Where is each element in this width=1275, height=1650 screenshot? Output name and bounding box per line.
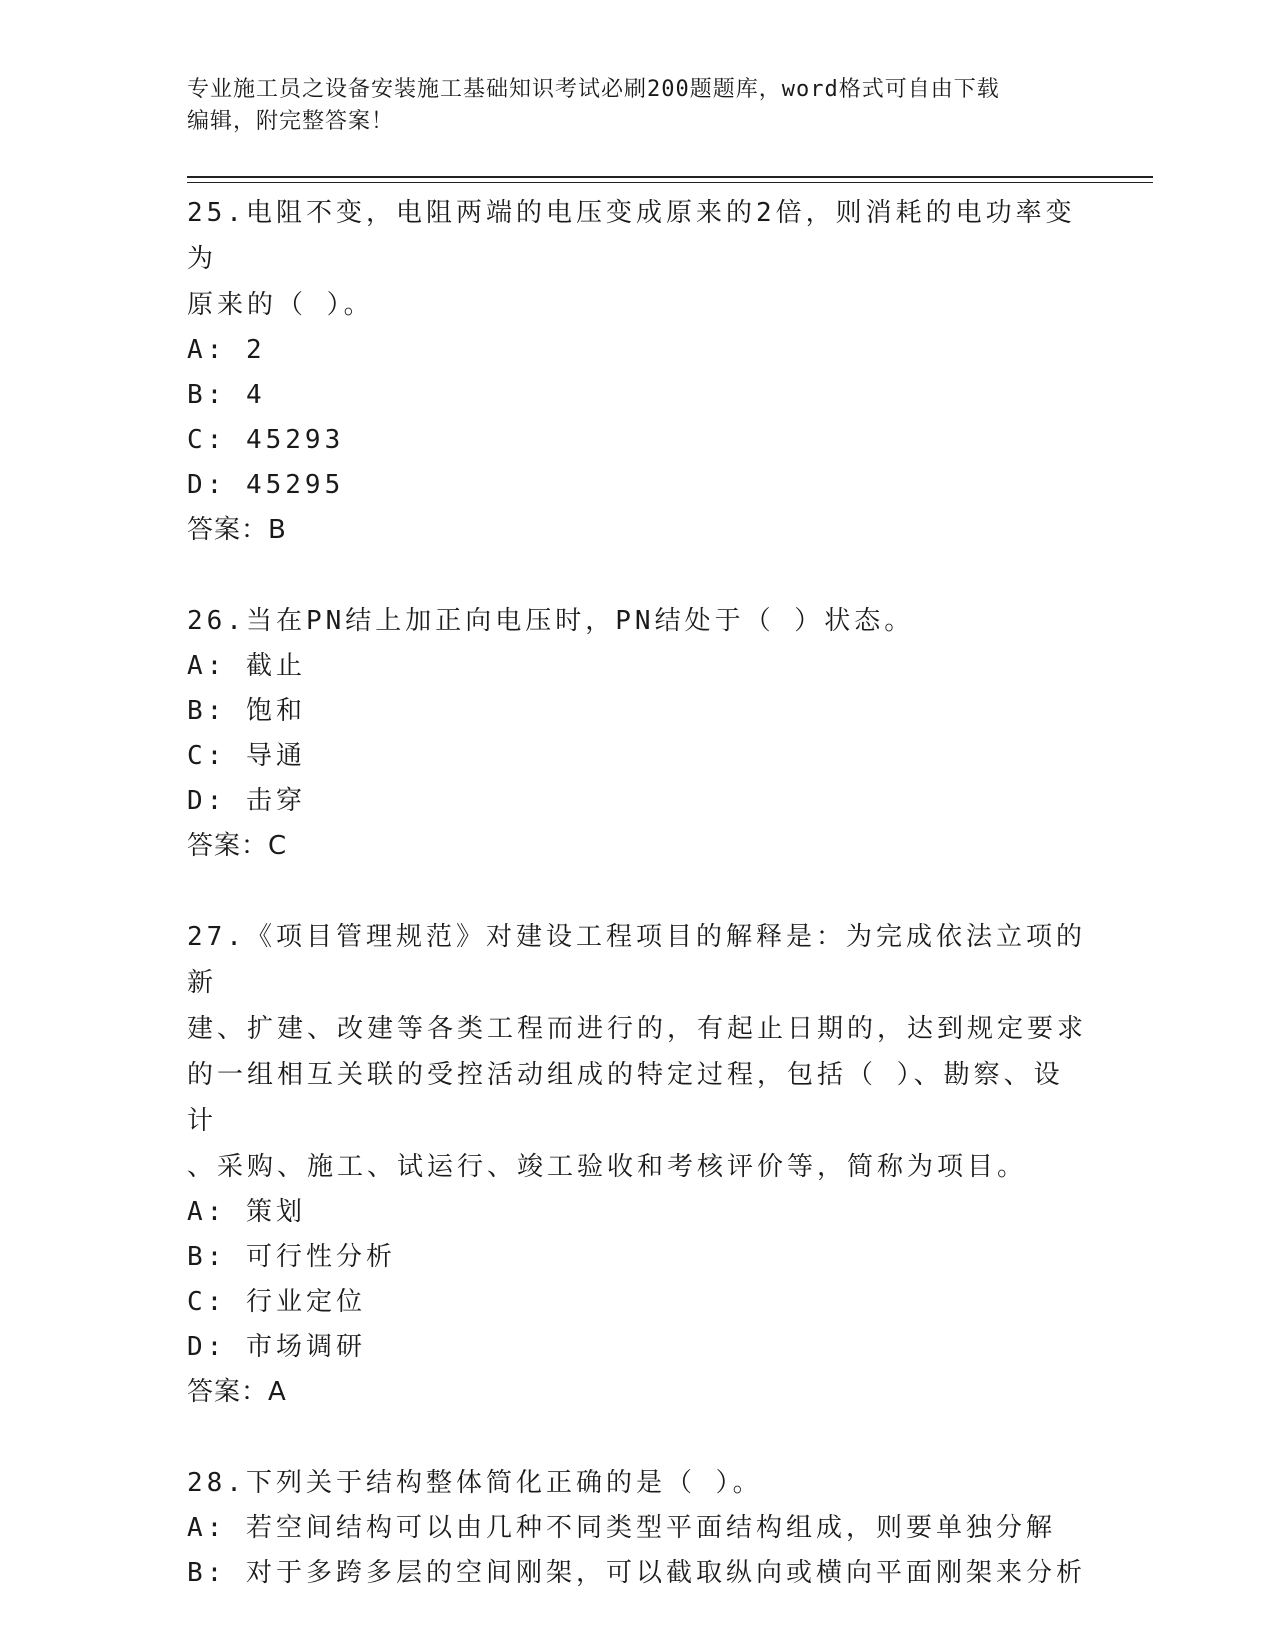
question-stem: 25.电阻不变，电阻两端的电压变成原来的2倍，则消耗的电功率变为 原来的（ ）。 xyxy=(187,198,1076,320)
header-divider-thin xyxy=(187,182,1153,183)
question-25 xyxy=(187,190,1087,553)
option-d: D: 45295 xyxy=(187,470,345,500)
option-d: D: 击穿 xyxy=(187,786,306,816)
document-header: 专业施工员之设备安装施工基础知识考试必刷200题题库，word格式可自由下载 编辑，附完整答案！ xyxy=(187,77,1000,134)
option-c: C: 行业定位 xyxy=(187,1287,366,1317)
option-a: A: 2 xyxy=(187,335,266,365)
option-b: B: 可行性分析 xyxy=(187,1242,396,1272)
answer: 答案：C xyxy=(187,831,288,861)
option-b: B: 饱和 xyxy=(187,696,306,726)
option-c: C: 45293 xyxy=(187,425,345,455)
question-26 xyxy=(187,598,1087,869)
option-c: C: 导通 xyxy=(187,741,306,771)
question-stem: 28.下列关于结构整体简化正确的是（ ）。 xyxy=(187,1468,763,1498)
option-b: B: 对于多跨多层的空间刚架，可以截取纵向或横向平面刚架来分析 xyxy=(187,1558,1086,1588)
answer: 答案：A xyxy=(187,1377,287,1407)
option-a: A: 若空间结构可以由几种不同类型平面结构组成，则要单独分解 xyxy=(187,1513,1056,1543)
option-b: B: 4 xyxy=(187,380,266,410)
option-a: A: 截止 xyxy=(187,651,306,681)
question-stem: 26.当在PN结上加正向电压时，PN结处于（ ）状态。 xyxy=(187,606,915,636)
answer: 答案：B xyxy=(187,515,287,545)
header-divider-thick xyxy=(187,176,1153,178)
question-list xyxy=(187,190,1087,1641)
question-28 xyxy=(187,1460,1087,1596)
option-d: D: 市场调研 xyxy=(187,1332,366,1362)
question-stem: 27.《项目管理规范》对建设工程项目的解释是：为完成依法立项的新 建、扩建、改建等各类工程而进行的，有起止日期的，达到规定要求 的一组相互关联的受控活动组成的特定过程，包括（ ）、勘察、设计 、采购、施工、试运行、竣工验收和考核评价等，简称为项目。 xyxy=(187,922,1088,1182)
question-27 xyxy=(187,914,1087,1415)
option-a: A: 策划 xyxy=(187,1197,306,1227)
